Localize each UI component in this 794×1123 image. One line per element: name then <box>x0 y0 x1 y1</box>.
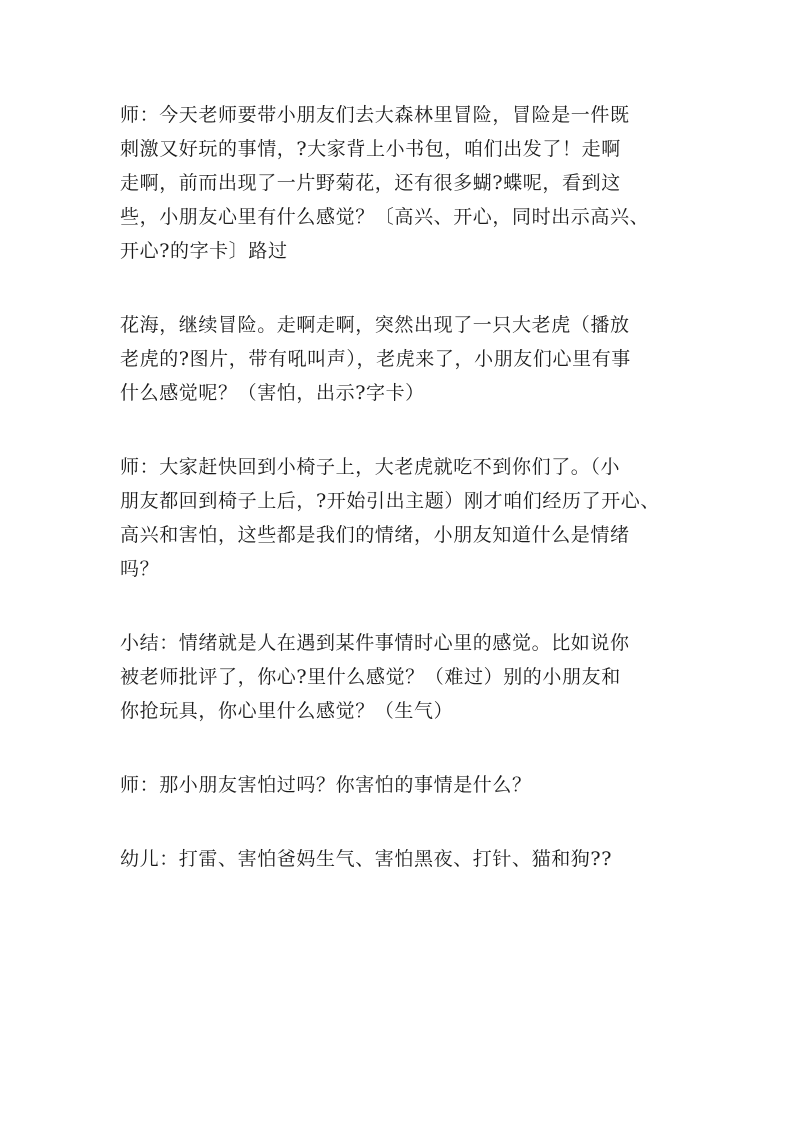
paragraph-summary <box>120 626 680 728</box>
paragraph-teacher-intro <box>120 98 680 268</box>
document-body <box>120 98 680 916</box>
text-line: 花海，继续冒险。走啊走啊，突然出现了一只大老虎（播放 <box>120 314 630 336</box>
text-line: 些，小朋友心里有什么感觉？〔高兴、开心，同时出示高兴、 <box>120 206 650 228</box>
text-line: 老虎的?图片，带有吼叫声），老虎来了，小朋友们心里有事 <box>120 348 631 370</box>
paragraph-teacher-question <box>120 768 680 802</box>
text-line: 师：今天老师要带小朋友们去大森林里冒险，冒险是一件既 <box>120 104 630 126</box>
text-line: 你抢玩具，你心里什么感觉？（生气） <box>120 700 454 722</box>
paragraph-teacher-return <box>120 450 680 586</box>
text-line: 小结：情绪就是人在遇到某件事情时心里的感觉。比如说你 <box>120 632 630 654</box>
text-line: 朋友都回到椅子上后，?开始引出主题）刚才咱们经历了开心、 <box>120 490 660 512</box>
paragraph-tiger <box>120 308 680 410</box>
text-line: 开心?的字卡〕路过 <box>120 240 288 262</box>
text-line: 什么感觉呢？（害怕，出示?字卡） <box>120 382 425 404</box>
text-line: 幼儿：打雷、害怕爸妈生气、害怕黑夜、打针、猫和狗?? <box>120 848 612 870</box>
text-line: 走啊，前而出现了一片野菊花，还有很多蝴?蝶呢，看到这 <box>120 172 621 194</box>
text-line: 师：那小朋友害怕过吗？你害怕的事情是什么？ <box>120 774 532 796</box>
text-line: 高兴和害怕，这些都是我们的情绪，小朋友知道什么是情绪 <box>120 524 630 546</box>
text-line: 刺激又好玩的事情，?大家背上小书包，咱们出发了！走啊 <box>120 138 621 160</box>
text-line: 师：大家赶快回到小椅子上，大老虎就吃不到你们了。（小 <box>120 456 621 478</box>
paragraph-child-answer <box>120 842 680 876</box>
text-line: 吗？ <box>120 558 160 580</box>
text-line: 被老师批评了，你心?里什么感觉？（难过）别的小朋友和 <box>120 666 621 688</box>
